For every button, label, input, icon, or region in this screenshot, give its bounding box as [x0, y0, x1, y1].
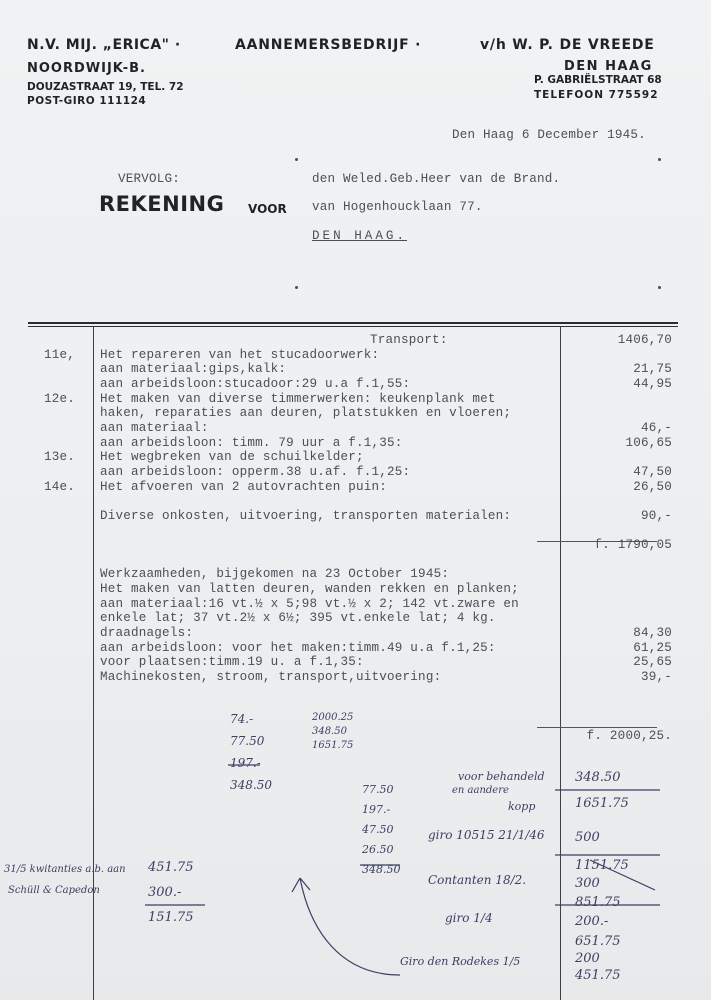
line-amount: 84,30 — [633, 626, 672, 640]
invoice-title-for: VOOR — [248, 202, 287, 216]
punch-dot — [658, 286, 661, 289]
handwritten-amount: 451.75 — [575, 968, 621, 983]
arrow-head — [292, 878, 310, 892]
line-number: 11e, — [44, 347, 76, 362]
line-amount: 25,65 — [633, 655, 672, 670]
line-description: aan arbeidsloon: timm. 79 uur a f.1,35: — [100, 435, 403, 450]
line-description: voor plaatsen:timm.19 u. a f.1,35: — [100, 655, 364, 670]
company-owner: v/h W. P. DE VREEDE — [480, 37, 655, 53]
handwritten-note: 31/5 kwitanties a.b. aan — [4, 864, 126, 875]
right-city: DEN HAAG — [564, 59, 653, 74]
line-description: aan arbeidsloon:stucadoor:29 u.a f.1,55: — [100, 376, 411, 391]
continuation-label: VERVOLG: — [118, 172, 181, 186]
handwritten-sum: 151.75 — [148, 910, 194, 925]
left-city: NOORDWIJK-B. — [27, 61, 146, 76]
handwritten-note: voor behandeld — [458, 770, 545, 783]
handwritten-calc: 74.- — [230, 712, 254, 726]
handwritten-calc: 1651.75 — [312, 740, 354, 751]
line-number: 13e. — [44, 450, 76, 465]
handwritten-calc: 348.50 — [362, 863, 401, 876]
line-amount: 26,50 — [633, 479, 672, 494]
line-description: Het repareren van het stucadoorwerk: — [100, 347, 380, 362]
line-description: aan arbeidsloon: opperm.38 u.af. f.1,25: — [100, 464, 411, 479]
line-description: Het maken van diverse timmerwerken: keukenplank met — [100, 391, 496, 406]
invoice-date: Den Haag 6 December 1945. — [452, 128, 646, 142]
punch-dot — [295, 286, 298, 289]
left-address: DOUZASTRAAT 19, TEL. 72 — [27, 81, 184, 93]
invoice-title: REKENING — [99, 192, 225, 216]
line-amount: f. 1790,05 — [594, 538, 672, 553]
line-description: aan materiaal: — [100, 420, 209, 435]
handwritten-calc: 197.- — [230, 756, 261, 770]
handwritten-amount: 1151.75 — [575, 858, 629, 873]
handwritten-note: kopp — [508, 800, 536, 813]
column-divider-right — [560, 326, 561, 1000]
handwritten-calc: 197.- — [362, 803, 391, 816]
handwritten-sum: 451.75 — [148, 860, 194, 875]
addressee-name: den Weled.Geb.Heer van de Brand. — [312, 172, 561, 186]
right-address: P. GABRIËLSTRAAT 68 — [534, 74, 662, 86]
line-amount: 44,95 — [633, 376, 672, 391]
handwritten-sum: 300.- — [148, 885, 182, 900]
handwritten-note: en aandere — [452, 785, 509, 796]
line-description: Het afvoeren van 2 autovrachten puin: — [100, 479, 388, 494]
line-amount: 46,- — [640, 420, 672, 435]
line-amount: 21,75 — [633, 362, 672, 377]
handwritten-calc: 77.50 — [230, 734, 265, 748]
arrow-curve — [300, 878, 400, 975]
handwritten-calc: 47.50 — [362, 823, 394, 836]
line-description: Werkzaamheden, bijgekomen na 23 October 1945: — [100, 567, 450, 582]
table-top-rule — [28, 322, 678, 324]
handwritten-amount: 300 — [575, 876, 600, 891]
line-description: Transport: — [370, 333, 448, 347]
addressee-city: DEN HAAG. — [312, 229, 408, 243]
line-description: haken, reparaties aan deuren, platstukken en vloeren; — [100, 406, 512, 421]
handwritten-amount: 200 — [575, 951, 600, 966]
line-description: aan arbeidsloon: voor het maken:timm.49 u.a f.1,25: — [100, 640, 496, 655]
addressee-street: van Hogenhoucklaan 77. — [312, 200, 483, 214]
handwritten-calc: 348.50 — [312, 726, 347, 737]
company-name: N.V. MIJ. „ERICA" · — [27, 37, 181, 53]
line-amount: f. 2000,25. — [586, 728, 672, 743]
column-divider-left — [93, 326, 94, 1000]
company-type: AANNEMERSBEDRIJF · — [235, 37, 422, 53]
table-top-rule-thin — [28, 326, 678, 327]
handwritten-amount: 200.- — [575, 914, 609, 929]
line-description: aan materiaal:gips,kalk: — [100, 362, 287, 377]
handwritten-amount: 500 — [575, 830, 600, 845]
punch-dot — [658, 158, 661, 161]
handwritten-calc: 348.50 — [230, 778, 272, 792]
handwritten-amount: 651.75 — [575, 934, 621, 949]
line-amount: 61,25 — [633, 640, 672, 655]
handwritten-calc: 26.50 — [362, 843, 394, 856]
handwritten-calc: 77.50 — [362, 783, 394, 796]
line-amount: 90,- — [640, 508, 672, 523]
line-description: enkele lat; 37 vt.2½ x 6½; 395 vt.enkele lat; 4 kg. — [100, 611, 496, 626]
punch-dot — [295, 158, 298, 161]
handwritten-note: giro 1/4 — [445, 911, 493, 925]
line-number: 14e. — [44, 479, 76, 494]
line-description: draadnagels: — [100, 626, 194, 640]
handwritten-amount: 348.50 — [575, 770, 621, 785]
left-giro: POST-GIRO 111124 — [27, 95, 147, 107]
line-amount: 39,- — [640, 669, 672, 684]
handwritten-amount: 851.75 — [575, 895, 621, 910]
line-description: Het maken van latten deuren, wanden rekken en planken; — [100, 582, 519, 597]
line-amount: 1406,70 — [617, 333, 672, 347]
handwritten-note: giro 10515 21/1/46 — [428, 828, 545, 842]
handwritten-calc: 2000.25 — [312, 712, 354, 723]
line-amount: 106,65 — [625, 435, 672, 450]
line-description: Machinekosten, stroom, transport,uitvoering: — [100, 669, 442, 684]
line-description: aan materiaal:16 vt.½ x 5;98 vt.½ x 2; 142 vt.zware en — [100, 596, 519, 611]
handwritten-note: Contanten 18/2. — [428, 873, 527, 887]
handwritten-note: Giro den Rodekes 1/5 — [400, 955, 521, 968]
line-amount: 47,50 — [633, 464, 672, 479]
handwritten-note: Schüll & Capedon — [8, 885, 100, 896]
handwritten-amount: 1651.75 — [575, 796, 629, 811]
right-phone: TELEFOON 775592 — [534, 89, 659, 101]
line-description: Diverse onkosten, uitvoering, transporten materialen: — [100, 508, 512, 523]
line-number: 12e. — [44, 391, 76, 406]
line-description: Het wegbreken van de schuilkelder; — [100, 450, 364, 465]
